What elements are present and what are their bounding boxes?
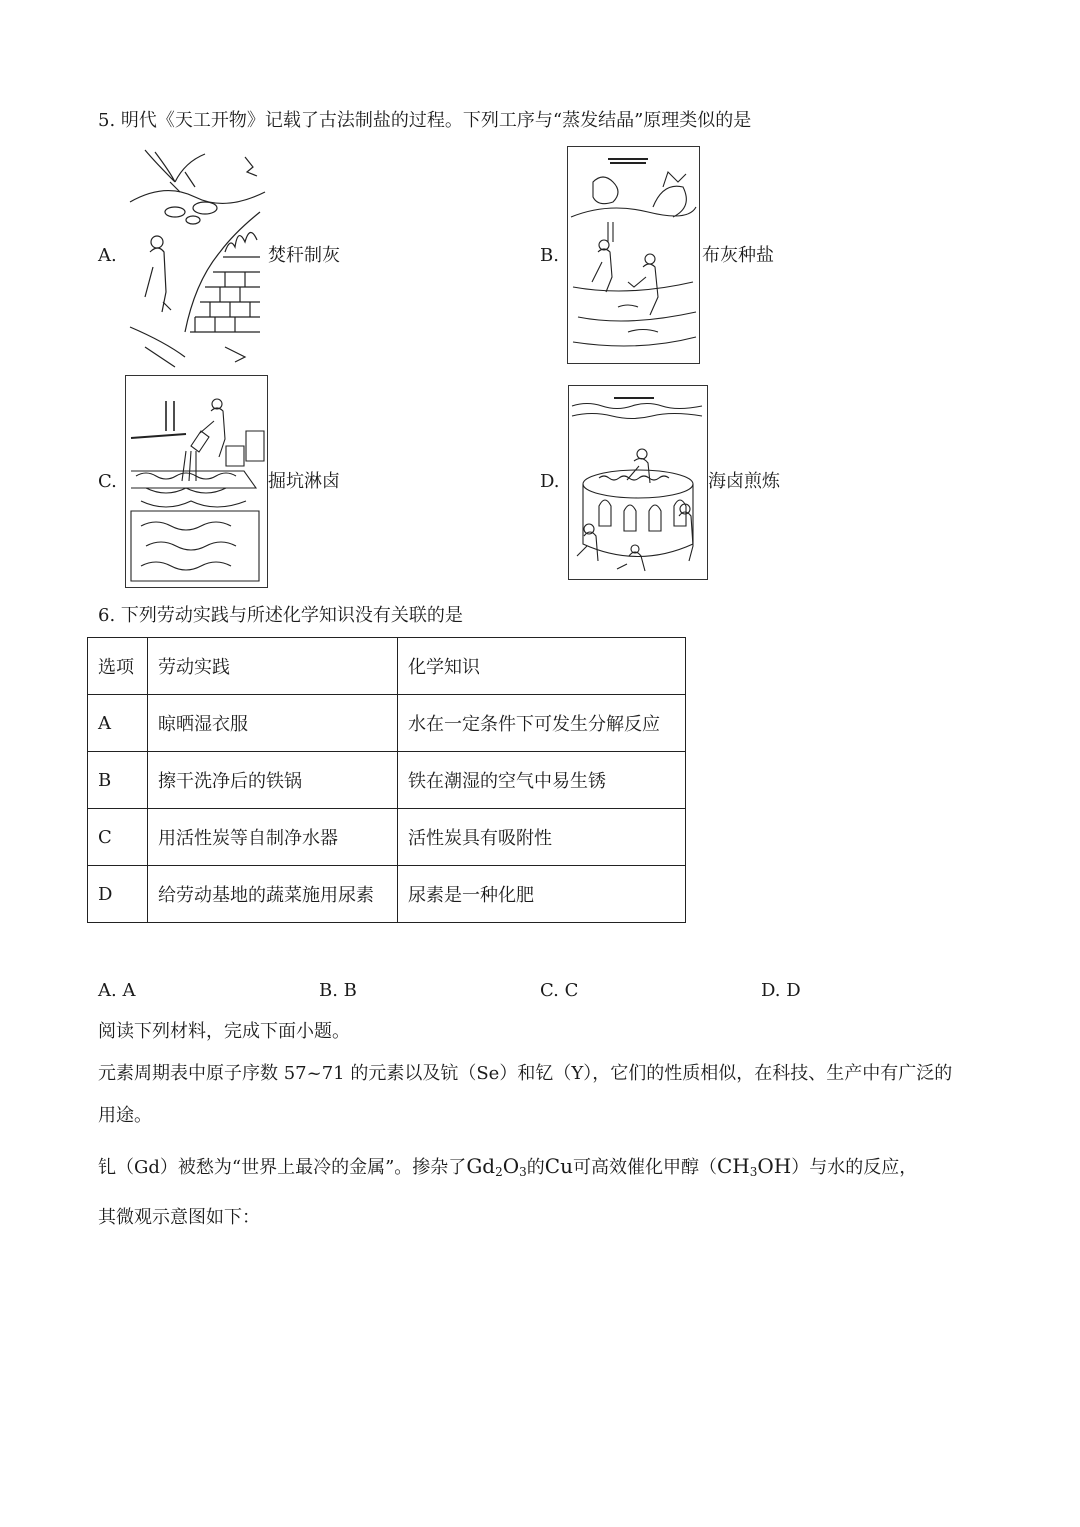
- table-header-cell: 化学知识: [398, 638, 686, 695]
- q5-option-b-label: 布灰种盐: [702, 245, 774, 266]
- q5-option-d-letter: D.: [540, 471, 560, 492]
- q5-option-b-illustration: [567, 146, 700, 364]
- table-cell: 水在一定条件下可发生分解反应: [398, 695, 686, 752]
- q5-option-c-label: 掘坑淋卤: [268, 471, 340, 492]
- table-cell: D: [88, 866, 148, 923]
- para2-text: 钆（Gd）被愁为“世界上最冷的金属”。掺杂了: [98, 1157, 467, 1178]
- q6-choice-a: A. A: [98, 980, 136, 1001]
- table-row: [88, 809, 686, 866]
- formula-gd2o3: [466, 1154, 526, 1178]
- table-header-row: [88, 638, 686, 695]
- table-header-cell: 选项: [88, 638, 148, 695]
- q5-option-a-label: 焚秆制灰: [268, 245, 340, 266]
- para2-text: 的: [526, 1157, 545, 1178]
- table-cell: 铁在潮湿的空气中易生锈: [398, 752, 686, 809]
- table-header-cell: 劳动实践: [148, 638, 398, 695]
- q6-table: [87, 637, 686, 923]
- q6-choice-b: B. B: [319, 980, 357, 1001]
- reading-para1-line2: 用途。: [98, 1105, 152, 1126]
- table-row: [88, 866, 686, 923]
- table-cell: 给劳动基地的蔬菜施用尿素: [148, 866, 398, 923]
- table-cell: 尿素是一种化肥: [398, 866, 686, 923]
- q6-choice-d: D. D: [761, 980, 801, 1001]
- q5-option-d-illustration: [568, 385, 708, 580]
- table-cell: A: [88, 695, 148, 752]
- table-cell: 晾晒湿衣服: [148, 695, 398, 752]
- para2-text: 可高效催化甲醇（: [572, 1157, 717, 1178]
- table-cell: 擦干洗净后的铁锅: [148, 752, 398, 809]
- reading-intro: 阅读下列材料，完成下面小题。: [98, 1021, 350, 1042]
- formula-part: OH: [757, 1154, 792, 1178]
- table-row: [88, 752, 686, 809]
- table-row: [88, 695, 686, 752]
- q5-option-b-letter: B.: [540, 245, 559, 266]
- reading-para2-line1: [98, 1155, 917, 1183]
- q5-option-c-illustration: [125, 375, 268, 588]
- formula-part: O: [502, 1154, 520, 1178]
- q5-option-a-letter: A.: [98, 245, 117, 266]
- subscript: 3: [519, 1165, 527, 1179]
- formula-cu: Cu: [544, 1154, 573, 1178]
- subscript: 3: [749, 1165, 758, 1179]
- subscript: 2: [495, 1165, 503, 1179]
- q5-option-a-illustration: [125, 142, 268, 368]
- formula-part: Gd: [466, 1154, 496, 1178]
- q5-option-d-label: 海卤煎炼: [708, 471, 780, 492]
- formula-part: CH: [716, 1154, 750, 1178]
- q6-stem: 6. 下列劳动实践与所述化学知识没有关联的是: [98, 605, 463, 626]
- table-cell: B: [88, 752, 148, 809]
- reading-para2-line2: 其微观示意图如下：: [98, 1207, 260, 1228]
- q6-choice-c: C. C: [540, 980, 579, 1001]
- para2-text: ）与水的反应，: [791, 1157, 918, 1178]
- reading-para1-line1: 元素周期表中原子序数 57~71 的元素以及钪（Se）和钇（Y），它们的性质相似，在科技、生产中有广泛的: [98, 1063, 953, 1084]
- table-cell: 用活性炭等自制净水器: [148, 809, 398, 866]
- formula-ch3oh: [717, 1154, 791, 1178]
- table-cell: 活性炭具有吸附性: [398, 809, 686, 866]
- table-cell: C: [88, 809, 148, 866]
- q5-stem: 5. 明代《天工开物》记载了古法制盐的过程。下列工序与“蒸发结晶”原理类似的是: [98, 110, 752, 131]
- q5-option-c-letter: C.: [98, 471, 117, 492]
